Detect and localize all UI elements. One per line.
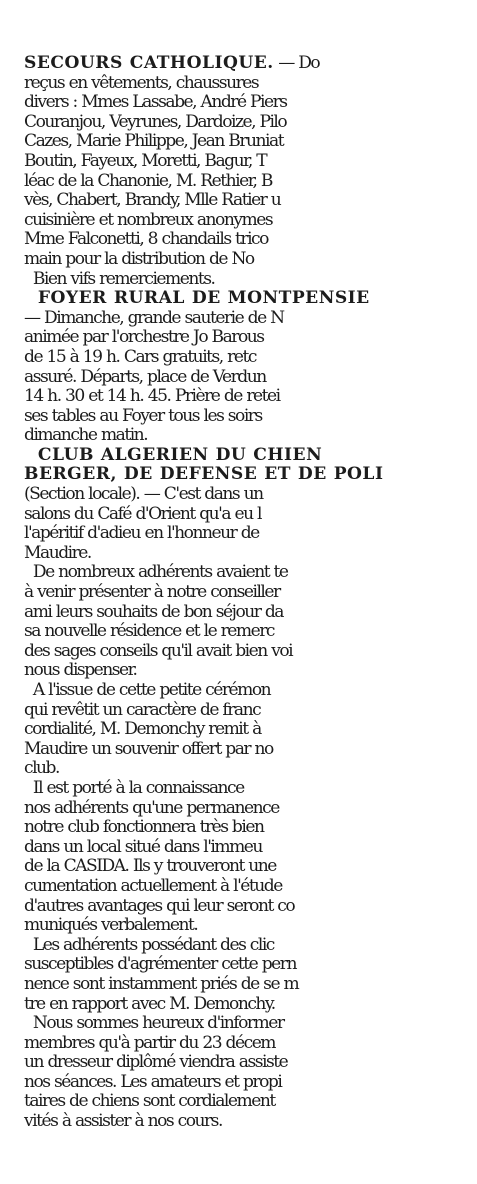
- body-text: Mme Falconetti, 8 chandails trico: [24, 229, 268, 250]
- text-line: [24, 759, 477, 779]
- text-line: [24, 152, 477, 172]
- text-line: [24, 897, 477, 917]
- body-text: divers : Mmes Lassabe, André Piers: [24, 92, 287, 113]
- text-line: [24, 877, 477, 897]
- text-line: [24, 74, 477, 94]
- body-text: nence sont instamment priés de se m: [24, 973, 299, 994]
- body-text: Cazes, Marie Philippe, Jean Bruniat: [24, 131, 284, 152]
- text-line: [24, 975, 477, 995]
- section-heading: CLUB ALGERIEN DU CHIEN: [24, 444, 323, 465]
- text-line: [24, 465, 477, 485]
- text-line: [24, 838, 477, 858]
- text-line: [24, 230, 477, 250]
- body-text: dimanche matin.: [24, 425, 148, 446]
- body-text: dans un local situé dans l'immeu: [24, 836, 262, 857]
- body-text: des sages conseils qu'il avait bien voi: [24, 640, 293, 661]
- section-heading: FOYER RURAL DE MONTPENSIE: [24, 288, 370, 309]
- text-line: [24, 1112, 477, 1132]
- body-text: nos adhérents qu'une permanence: [24, 797, 279, 818]
- body-text: assuré. Départs, place de Verdun: [24, 366, 266, 387]
- text-line: [24, 505, 477, 525]
- body-text: susceptibles d'agrémenter cette pern: [24, 954, 296, 975]
- text-line: [24, 270, 477, 290]
- text-line: [24, 348, 477, 368]
- body-text: Couranjou, Veyrunes, Dardoize, Pilo: [24, 111, 287, 132]
- body-text: léac de la Chanonie, M. Rethier, B: [24, 170, 272, 191]
- text-line: [24, 857, 477, 877]
- text-line: [24, 720, 477, 740]
- body-text: Les adhérents possédant des clic: [24, 934, 274, 955]
- body-text: sa nouvelle résidence et le remerc: [24, 621, 274, 642]
- body-text: 14 h. 30 et 14 h. 45. Prière de retei: [24, 386, 280, 407]
- text-line: [24, 289, 477, 309]
- body-text: l'apéritif d'adieu en l'honneur de: [24, 523, 259, 544]
- text-line: [24, 387, 477, 407]
- body-text: reçus en vêtements, chaussures: [24, 72, 259, 93]
- body-text: cordialité, M. Demonchy remit à: [24, 719, 261, 740]
- text-line: [24, 446, 477, 466]
- text-line: [24, 426, 477, 446]
- text-line: [24, 661, 477, 681]
- section-heading: BERGER, DE DEFENSE ET DE POLI: [24, 464, 384, 485]
- body-text: membres qu'à partir du 23 décem: [24, 1032, 276, 1053]
- text-line: [24, 524, 477, 544]
- body-text: d'autres avantages qui leur seront co: [24, 895, 295, 916]
- text-line: [24, 1053, 477, 1073]
- body-text: Nous sommes heureux d'informer: [24, 1013, 284, 1034]
- body-text: animée par l'orchestre Jo Barous: [24, 327, 264, 348]
- body-text: salons du Café d'Orient qu'a eu l: [24, 503, 261, 524]
- body-text: — Dimanche, grande sauterie de N: [24, 307, 284, 328]
- body-text: de 15 à 19 h. Cars gratuits, retc: [24, 346, 256, 367]
- body-text: Maudire.: [24, 542, 91, 563]
- body-text: A l'issue de cette petite cérémon: [24, 680, 271, 700]
- text-line: [24, 368, 477, 388]
- body-text: de la CASIDA. Ils y trouveront une: [24, 856, 276, 877]
- text-line: [24, 93, 477, 113]
- text-line: [24, 603, 477, 623]
- body-text: ses tables au Foyer tous les soirs: [24, 405, 262, 426]
- body-text: club.: [24, 758, 59, 779]
- text-line: [24, 407, 477, 427]
- body-text: main pour la distribution de No: [24, 248, 254, 269]
- newspaper-column: [24, 54, 477, 1132]
- text-line: [24, 916, 477, 936]
- text-line: [24, 583, 477, 603]
- text-line: [24, 936, 477, 956]
- text-line: [24, 544, 477, 564]
- text-line: [24, 701, 477, 721]
- body-text: notre club fonctionnera très bien: [24, 817, 264, 838]
- body-text: Maudire un souvenir offert par no: [24, 738, 273, 759]
- text-line: [24, 622, 477, 642]
- text-line: [24, 328, 477, 348]
- body-text: un dresseur diplômé viendra assiste: [24, 1052, 288, 1073]
- text-line: [24, 1014, 477, 1034]
- text-line: [24, 172, 477, 192]
- body-text: De nombreux adhérents avaient te: [24, 562, 288, 583]
- body-text: à venir présenter à notre conseiller: [24, 582, 280, 603]
- text-line: [24, 54, 477, 74]
- body-text: vités à assister à nos cours.: [24, 1111, 222, 1132]
- body-text: nos séances. Les amateurs et propi: [24, 1071, 282, 1092]
- text-line: [24, 681, 477, 701]
- text-line: [24, 995, 477, 1015]
- text-line: [24, 250, 477, 270]
- body-text: Boutin, Fayeux, Moretti, Bagur, T: [24, 150, 267, 171]
- text-line: [24, 485, 477, 505]
- text-line: [24, 799, 477, 819]
- text-line: [24, 1092, 477, 1112]
- text-line: [24, 1073, 477, 1093]
- body-text: ami leurs souhaits de bon séjour da: [24, 601, 283, 622]
- body-text: Il est porté à la connaissance: [24, 777, 244, 798]
- body-text: — Do: [273, 53, 320, 73]
- text-line: [24, 563, 477, 583]
- text-line: [24, 309, 477, 329]
- body-text: muniqués verbalement.: [24, 915, 198, 936]
- text-line: [24, 955, 477, 975]
- text-line: [24, 191, 477, 211]
- section-heading: SECOURS CATHOLIQUE.: [24, 53, 274, 73]
- body-text: tre en rapport avec M. Demonchy.: [24, 993, 275, 1014]
- text-line: [24, 211, 477, 231]
- text-line: [24, 1034, 477, 1054]
- text-line: [24, 779, 477, 799]
- body-text: Bien vifs remerciements.: [24, 268, 215, 289]
- text-line: [24, 113, 477, 133]
- body-text: cumentation actuellement à l'étude: [24, 875, 282, 896]
- body-text: taires de chiens sont cordialement: [24, 1091, 275, 1112]
- text-line: [24, 642, 477, 662]
- body-text: qui revêtit un caractère de franc: [24, 699, 261, 720]
- text-line: [24, 740, 477, 760]
- text-line: [24, 132, 477, 152]
- text-line: [24, 818, 477, 838]
- body-text: (Section locale). — C'est dans un: [24, 484, 263, 505]
- body-text: nous dispenser.: [24, 660, 137, 681]
- body-text: cuisinière et nombreux anonymes: [24, 209, 273, 230]
- body-text: vès, Chabert, Brandy, Mlle Ratier u: [24, 190, 281, 211]
